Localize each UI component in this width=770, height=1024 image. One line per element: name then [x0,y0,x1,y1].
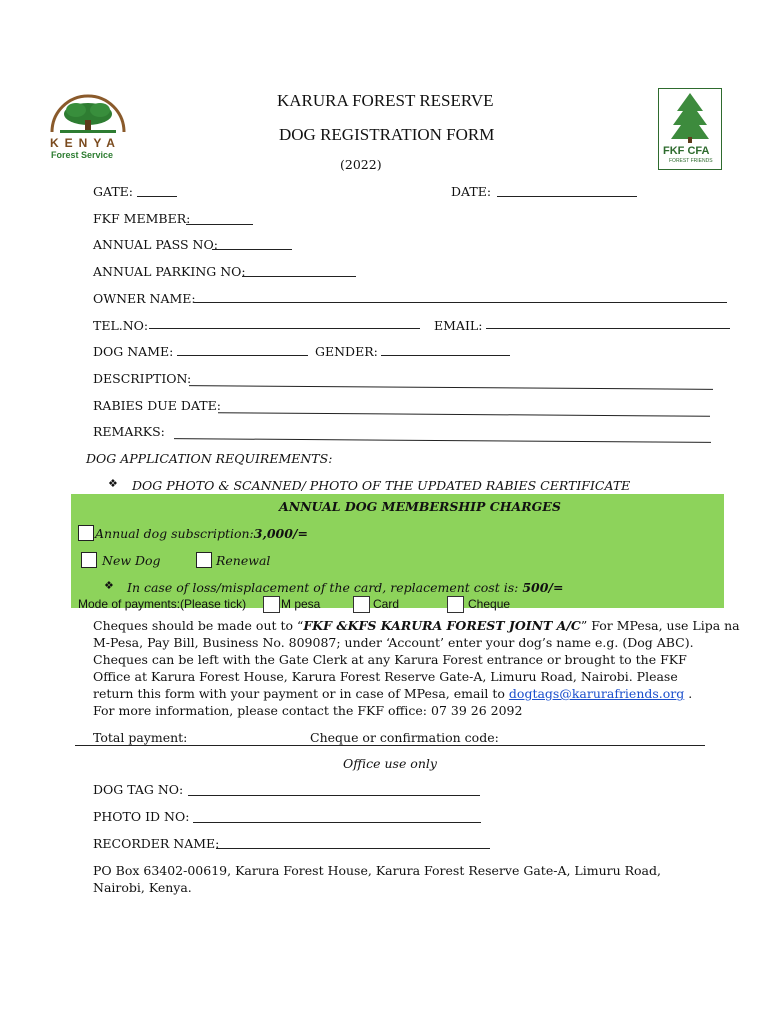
date-label: DATE: [451,184,492,199]
loss-note-text: In case of loss/misplacement of the card, replacement cost is: [127,580,523,595]
kfs-logo-sub: Forest Service [51,150,114,160]
recorder-label: RECORDER NAME: [93,836,220,851]
new-dog-checkbox[interactable] [81,552,97,568]
para-line4: Office at Karura Forest House, Karura Forest Reserve Gate-A, Limuru Road, Nairobi. Please [93,669,678,684]
owner-name-field[interactable] [194,302,727,303]
mpesa-label: M pesa [281,597,321,611]
cheque-code-label: Cheque or confirmation code: [310,730,499,745]
renewal-checkbox[interactable] [196,552,212,568]
tel-label: TEL.NO: [93,318,149,333]
cheque-label: Cheque [468,597,511,611]
kfs-logo [46,86,130,162]
remarks-field[interactable] [174,438,711,443]
charges-heading: ANNUAL DOG MEMBERSHIP CHARGES [279,499,561,514]
subscription-checkbox[interactable] [78,525,94,541]
description-field[interactable] [189,385,713,390]
dog-name-field[interactable] [177,355,308,356]
joint-account-name: FKF &KFS KARURA FOREST JOINT A/C [303,618,581,633]
para-line3: Cheques can be left with the Gate Clerk at any Karura Forest entrance or brought to the FKF [93,652,687,667]
email-label: EMAIL: [434,318,483,333]
mpesa-checkbox[interactable] [263,596,280,613]
gender-field[interactable] [381,355,510,356]
fkf-member-label: FKF MEMBER: [93,211,191,226]
tel-field[interactable] [149,328,420,329]
annual-pass-field[interactable] [212,249,292,250]
date-field[interactable] [497,196,637,197]
kfs-tree-icon [46,86,130,136]
remarks-label: REMARKS: [93,424,165,439]
card-label: Card [373,597,400,611]
owner-name-label: OWNER NAME: [93,291,196,306]
fkf-logo [658,88,722,170]
gender-label: GENDER: [315,344,378,359]
para-line1-b: ” For MPesa, use Lipa na [580,618,740,633]
form-title: DOG REGISTRATION FORM [279,125,495,144]
para-line5-b: . [684,686,693,701]
page-title: KARURA FOREST RESERVE [277,91,494,110]
total-payment-field[interactable] [75,745,705,746]
address-line1: PO Box 63402-00619, Karura Forest House, Karura Forest Reserve Gate-A, Limuru Road, [93,863,661,878]
fkf-member-field[interactable] [186,224,253,225]
rabies-due-field[interactable] [218,412,710,416]
annual-parking-label: ANNUAL PARKING NO: [93,264,246,279]
email-link[interactable]: dogtags@karurafriends.org [508,686,685,701]
requirements-item: DOG PHOTO & SCANNED/ PHOTO OF THE UPDATED RABIES CERTIFICATE [132,478,631,493]
total-payment-label: Total payment: [93,730,188,745]
rabies-due-label: RABIES DUE DATE: [93,398,221,413]
para-line2: M-Pesa, Pay Bill, Business No. 809087; under ‘Account’ enter your dog’s name e.g. (Dog ABC). [93,635,694,650]
loss-note [127,580,563,595]
subscription-amount: 3,000/= [253,526,308,541]
payment-mode-label: Mode of payments:(Please tick) [78,597,247,611]
office-use-heading: Office use only [343,756,437,771]
form-year: (2022) [340,157,382,172]
kfs-logo-word: KENYA [50,136,121,150]
para-line1-a: Cheques should be made out to “ [93,618,304,633]
photo-id-label: PHOTO ID NO: [93,809,190,824]
recorder-field[interactable] [216,848,490,849]
loss-amount: 500/= [522,580,564,595]
para-line6: For more information, please contact the FKF office: 07 39 26 2092 [93,703,523,718]
requirements-heading: DOG APPLICATION REQUIREMENTS: [86,451,333,466]
dog-tag-label: DOG TAG NO: [93,782,184,797]
cheque-checkbox[interactable] [447,596,464,613]
renewal-label: Renewal [216,553,271,568]
email-field[interactable] [486,328,730,329]
annual-parking-field[interactable] [242,276,356,277]
new-dog-label: New Dog [102,553,161,568]
annual-pass-label: ANNUAL PASS NO: [93,237,218,252]
card-checkbox[interactable] [353,596,370,613]
dog-tag-field[interactable] [188,795,480,796]
address-line2: Nairobi, Kenya. [93,880,192,895]
diamond-bullet-icon: ❖ [104,579,114,592]
photo-id-field[interactable] [193,822,481,823]
para-line5-a: return this form with your payment or in case of MPesa, email to [93,686,509,701]
footer-address [93,862,661,896]
gate-field[interactable] [137,196,177,197]
diamond-bullet-icon: ❖ [108,477,118,490]
gate-label: GATE: [93,184,134,199]
description-label: DESCRIPTION: [93,371,192,386]
fkf-logo-sub: FOREST FRIENDS [669,158,713,164]
dog-name-label: DOG NAME: [93,344,174,359]
tree-icon [659,89,721,145]
fkf-logo-text: FKF CFA [663,145,710,157]
payment-instructions [93,617,740,719]
subscription-label: Annual dog subscription: [95,526,254,541]
subscription-text [95,526,308,541]
